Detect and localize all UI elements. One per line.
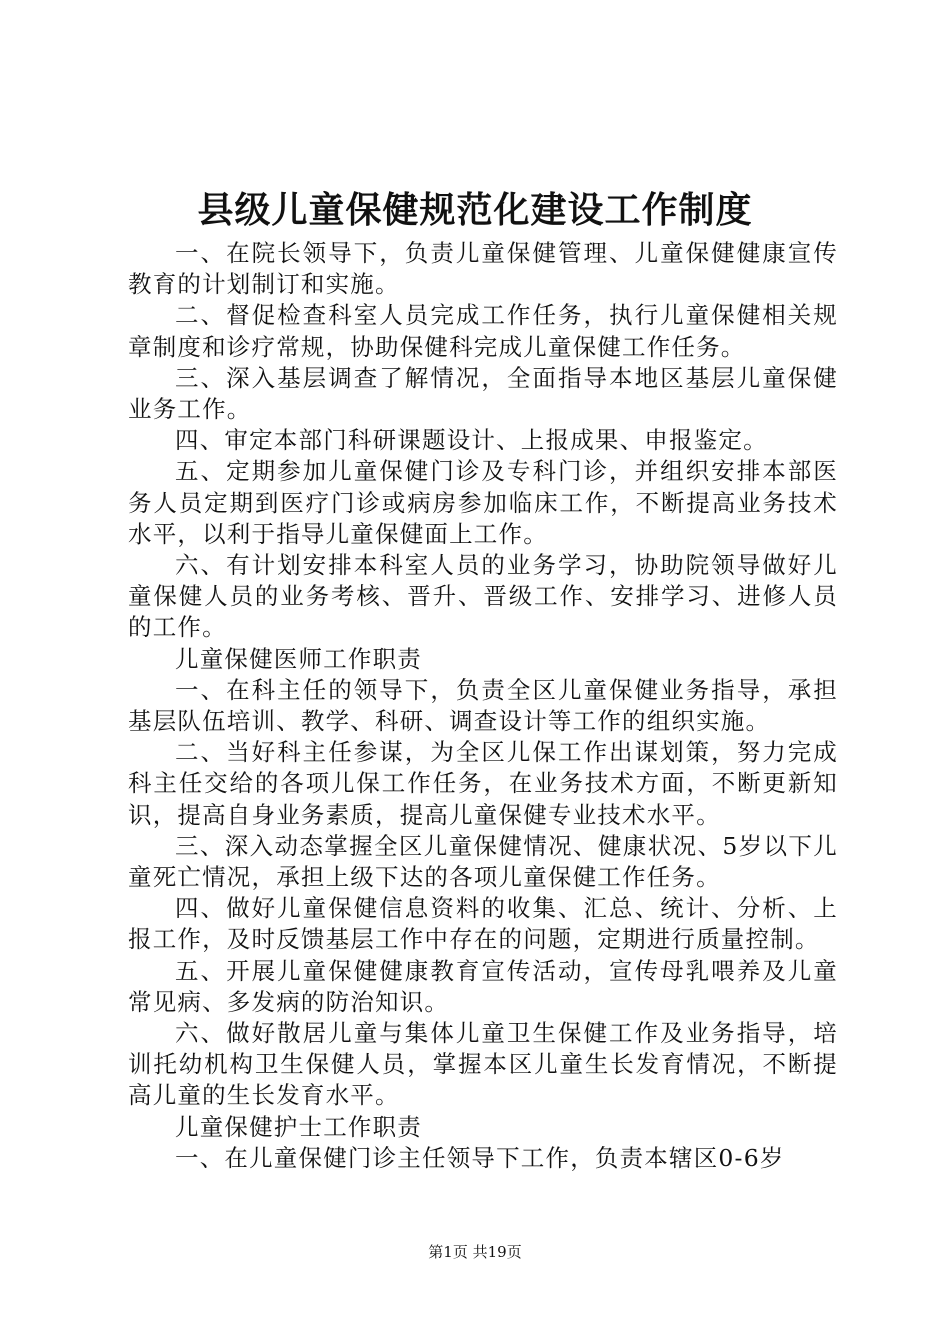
paragraph: 二、当好科主任参谋，为全区儿保工作出谋划策，努力完成科主任交给的各项儿保工作任务，在业务技术方面，不断更新知识，提高自身业务素质，提高儿童保健专业技术水平。 bbox=[128, 738, 838, 829]
paragraph: 三、深入基层调查了解情况，全面指导本地区基层儿童保健业务工作。 bbox=[128, 363, 838, 424]
paragraph: 一、在院长领导下，负责儿童保健管理、儿童保健健康宣传教育的计划制订和实施。 bbox=[128, 239, 838, 299]
paragraph: 四、审定本部门科研课题设计、上报成果、申报鉴定。 bbox=[175, 426, 768, 455]
section-heading: 儿童保健医师工作职责 bbox=[175, 644, 422, 673]
paragraph: 三、深入动态掌握全区儿童保健情况、健康状况、5岁以下儿童死亡情况，承担上级下达的各项儿童保健工作任务。 bbox=[128, 831, 838, 892]
paragraph: 五、定期参加儿童保健门诊及专科门诊，并组织安排本部医务人员定期到医疗门诊或病房参加临床工作，不断提高业务技术水平，以利于指导儿童保健面上工作。 bbox=[128, 457, 838, 548]
paragraph: 六、有计划安排本科室人员的业务学习，协助院领导做好儿童保健人员的业务考核、晋升、晋级工作、安排学习、进修人员的工作。 bbox=[128, 551, 838, 642]
paragraph: 一、在科主任的领导下，负责全区儿童保健业务指导，承担基层队伍培训、教学、科研、调查设计等工作的组织实施。 bbox=[128, 675, 838, 736]
paragraph: 六、做好散居儿童与集体儿童卫生保健工作及业务指导，培训托幼机构卫生保健人员，掌握本区儿童生长发育情况，不断提高儿童的生长发育水平。 bbox=[128, 1019, 838, 1110]
page-number: 第1页 共19页 bbox=[428, 1243, 522, 1261]
paragraph: 一、在儿童保健门诊主任领导下工作，负责本辖区0-6岁 bbox=[175, 1143, 785, 1172]
paragraph: 五、开展儿童保健健康教育宣传活动，宣传母乳喂养及儿童常见病、多发病的防治知识。 bbox=[128, 956, 838, 1016]
paragraph: 二、督促检查科室人员完成工作任务，执行儿童保健相关规章制度和诊疗常规，协助保健科完成儿童保健工作任务。 bbox=[128, 301, 838, 361]
document-title: 县级儿童保健规范化建设工作制度 bbox=[197, 189, 753, 231]
paragraph: 四、做好儿童保健信息资料的收集、汇总、统计、分析、上报工作，及时反馈基层工作中存在的问题，定期进行质量控制。 bbox=[128, 894, 838, 954]
section-heading: 儿童保健护士工作职责 bbox=[175, 1112, 422, 1141]
document-body bbox=[128, 238, 838, 1174]
